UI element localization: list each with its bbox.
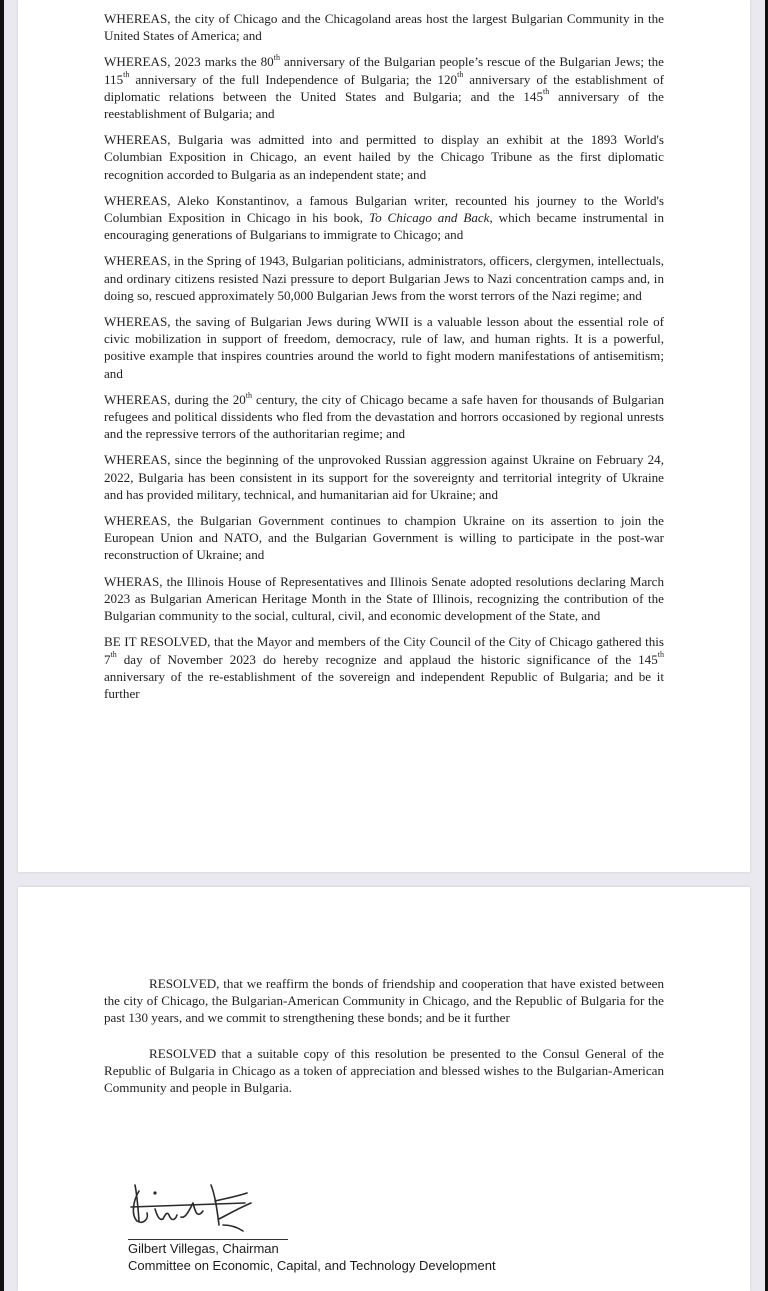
document-viewer[interactable] <box>4 0 765 1291</box>
book-title: To Chicago and Back <box>368 210 490 226</box>
text-span: anniversary of the establishment of diplomatic relations between the United States and Bulgaria; and the 145 <box>104 71 664 104</box>
text-span: BE IT RESOLVED, that the Mayor and members of the City Council of the City of Chicago gathered this 7 <box>104 634 664 667</box>
text-span: , which became instrumental in encouraging generations of Bulgarians to immigrate to Chicago; and <box>104 210 664 243</box>
whereas-paragraph-5: WHEREAS, in the Spring of 1943, Bulgarian politicians, administrators, officers, clergymen, intellectuals, and ordinary citizens resisted Nazi pressure to deport Bulgarian Jews to Nazi concentration camps and, in doing so, rescued approximately 50,000 Bulgarian Jews from the worst terrors of the Nazi regime; and <box>104 253 664 303</box>
text-span: anniversary of the reestablishment of Bulgaria; and <box>104 88 664 122</box>
whereas-paragraph-1: WHEREAS, the city of Chicago and the Chicagoland areas host the largest Bulgarian Community in the United States of America; and <box>104 11 664 44</box>
text-span: anniversary of the full Independence of Bulgaria; the 120 <box>129 71 458 87</box>
text-span: WHEREAS, Aleko Konstantinov, a famous Bulgarian writer, recounted his journey to the World's Columbian Exposition in Chicago in his book, <box>104 192 664 226</box>
resolved-paragraph-2: RESOLVED that a suitable copy of this resolution be presented to the Consul General of the Republic of Bulgaria in Chicago as a token of appreciation and blessed wishes to the Bulgarian-American Community and people in Bulgaria. <box>104 1045 664 1096</box>
page-1-content <box>104 10 664 711</box>
text-span: WHEREAS, during the 20 <box>104 391 246 407</box>
whereas-paragraph-9: WHEREAS, the Bulgarian Government continues to champion Ukraine on its assertion to join the European Union and NATO, and the Bulgarian Government is willing to participate in the post-war reconstruction of Ukraine; and <box>104 513 664 563</box>
ordinal-suffix: th <box>273 53 280 63</box>
whereas-paragraph-8: WHEREAS, since the beginning of the unprovoked Russian aggression against Ukraine on February 24, 2022, Bulgaria has been consistent in its support for the sovereignty and territorial integrity of Ukraine and has provided military, technical, and humanitarian aid for Ukraine; and <box>104 452 664 502</box>
whereas-paragraph-3: WHEREAS, Bulgaria was admitted into and permitted to display an exhibit at the 1893 World's Columbian Exposition in Chicago, an event hailed by the Chicago Tribune as the first diplomatic recognition accorded to Bulgaria as an independent state; and <box>104 132 664 182</box>
text-span: anniversary of the Bulgarian people’s rescue of the Bulgarian Jews; the 115 <box>104 54 664 87</box>
be-it-resolved-paragraph <box>104 633 664 702</box>
whereas-paragraph-2 <box>104 53 664 122</box>
ordinal-suffix: th <box>245 390 253 400</box>
text-span: day of November 2023 do hereby recognize and applaud the historic significance of the 145 <box>116 651 658 667</box>
wheras-paragraph-10: WHERAS, the Illinois House of Representatives and Illinois Senate adopted resolutions declaring March 2023 as Bulgarian American Heritage Month in the State of Illinois, recognizing the contribution of the Bulgarian community to the social, cultural, civil, and economic development of the State, and <box>104 573 664 624</box>
signatory-name-title: Gilbert Villegas, Chairman <box>128 1241 279 1256</box>
page-2-content <box>104 975 664 1105</box>
ordinal-suffix: th <box>543 87 550 97</box>
page-1 <box>18 0 750 872</box>
text-span: anniversary of the re-establishment of the sovereign and independent Republic of Bulgaria; and be it further <box>104 668 664 701</box>
page-2 <box>18 887 750 1291</box>
ordinal-suffix: th <box>110 650 117 660</box>
whereas-paragraph-7 <box>104 391 664 443</box>
text-span: WHEREAS, 2023 marks the 80 <box>104 54 274 70</box>
whereas-paragraph-6: WHEREAS, the saving of Bulgarian Jews during WWII is a valuable lesson about the essential role of civic mobilization in support of freedom, democracy, rule of law, and human rights. It is a powerful, positive example that inspires countries around the world to fight modern manifestations of antisemitism; and <box>104 314 664 381</box>
ordinal-suffix: th <box>457 70 464 80</box>
handwritten-signature-icon <box>127 1181 257 1233</box>
signature-block <box>110 1181 590 1274</box>
ordinal-suffix: th <box>123 70 130 80</box>
signatory-committee: Committee on Economic, Capital, and Technology Development <box>128 1258 496 1273</box>
text-span: century, the city of Chicago became a safe haven for thousands of Bulgarian refugees and political dissidents who fled from the devastation and horrors occasioned by regional unrests and the repressive terrors of the authoritarian regime; and <box>104 391 665 442</box>
whereas-paragraph-4 <box>104 192 664 244</box>
ordinal-suffix: th <box>657 650 664 660</box>
resolved-paragraph-1: RESOLVED, that we reaffirm the bonds of friendship and cooperation that have existed between the city of Chicago, the Bulgarian-American Community in Chicago, and the Republic of Bulgaria for the past 130 years, and we commit to strengthening these bonds; and be it further <box>104 976 664 1026</box>
